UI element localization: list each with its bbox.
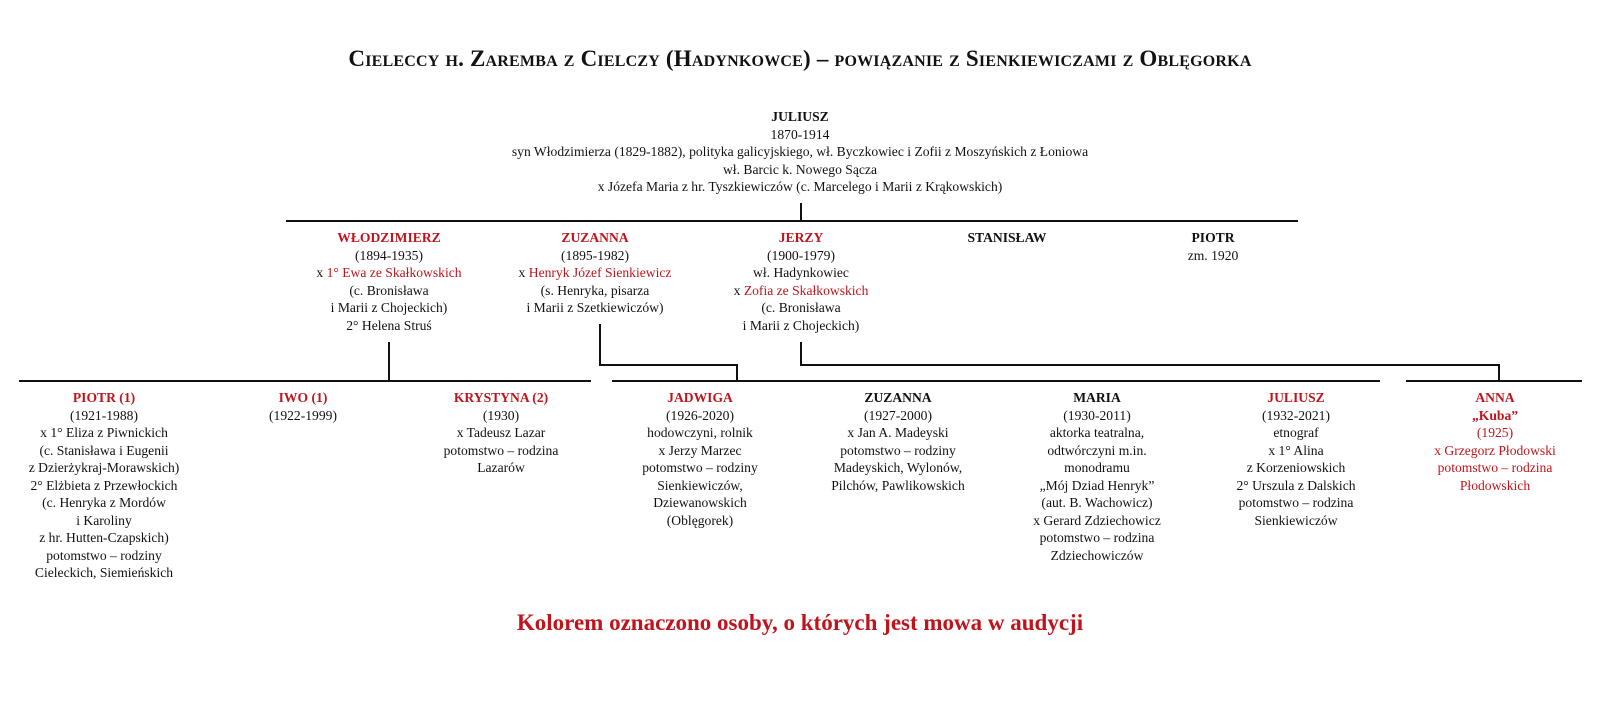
- person-detail: 2° Helena Struś: [346, 317, 432, 333]
- person-detail: i Marii z Szetkiewiczów): [526, 300, 664, 315]
- person-detail: wł. Barcic k. Nowego Sącza: [722, 161, 877, 177]
- person-detail: potomstwo – rodziny: [642, 460, 758, 475]
- person-detail: x 1° Eliza z Piwnickich: [40, 425, 168, 440]
- person-grandchild-zuzanna: [808, 389, 988, 494]
- person-name: STANISŁAW: [967, 230, 1047, 245]
- person-detail: etnograf: [1273, 425, 1319, 440]
- person-detail: x Zofia ze Skałkowskich: [733, 282, 869, 298]
- person-name: KRYSTYNA (2): [453, 390, 549, 405]
- person-detail: (c. Bronisława: [761, 300, 841, 315]
- person-name: JERZY: [778, 230, 824, 245]
- person-detail: potomstwo – rodzina: [443, 442, 559, 458]
- person-detail: 1870-1914: [770, 126, 830, 142]
- person-detail: i Marii z Chojeckich): [742, 317, 860, 333]
- person-detail: z hr. Hutten-Czapskich): [39, 530, 169, 545]
- page-title: Cieleccy h. Zaremba z Cielczy (Hadynkowce) – powiązanie z Sienkiewiczami z Oblęgorka: [348, 46, 1252, 71]
- person-detail: (1895-1982): [561, 247, 629, 263]
- person-name: JULIUSZ: [771, 109, 829, 124]
- person-detail: potomstwo – rodziny: [840, 442, 956, 458]
- person-detail: 2° Elżbieta z Przewłockich: [30, 477, 178, 493]
- person-detail: (1900-1979): [767, 247, 835, 263]
- person-detail: z Korzeniowskich: [1246, 460, 1346, 475]
- person-detail: x 1° Ewa ze Skałkowskich: [316, 265, 462, 280]
- person-detail: syn Włodzimierza (1829-1882), polityka galicyjskiego, wł. Byczkowiec i Zofii z Moszyńskich z Łoniowa: [511, 144, 1089, 159]
- person-child-piotr: [1133, 229, 1293, 264]
- person-detail: i Karoliny: [76, 512, 132, 528]
- person-root-juliusz: [400, 108, 1200, 196]
- spouse-highlight: Henryk Józef Sienkiewicz: [528, 265, 672, 280]
- person-detail: x Jan A. Madeyski: [847, 425, 949, 440]
- person-detail: Płodowskich: [1459, 477, 1531, 493]
- person-detail: potomstwo – rodzina: [1437, 460, 1553, 475]
- person-grandchild-anna: [1400, 389, 1590, 494]
- spouse-highlight: 1° Ewa ze Skałkowskich: [326, 265, 462, 280]
- person-name: PIOTR: [1191, 230, 1235, 245]
- person-nickname: „Kuba”: [1471, 407, 1519, 423]
- person-detail: aktorka teatralna,: [1049, 425, 1145, 440]
- person-name: ZUZANNA: [561, 230, 629, 245]
- person-detail: potomstwo – rodzina: [1238, 495, 1354, 510]
- person-detail: monodramu: [1064, 460, 1130, 475]
- person-detail: (Oblęgorek): [666, 512, 734, 528]
- person-detail: odtwórczyni m.in.: [1047, 442, 1147, 458]
- person-detail: Lazarów: [477, 460, 525, 475]
- person-detail: wł. Hadynkowiec: [753, 265, 849, 280]
- person-detail: „Mój Dziad Henryk”: [1039, 477, 1155, 493]
- person-detail: Cieleckich, Siemieńskich: [34, 565, 174, 580]
- person-name: JULIUSZ: [1267, 390, 1325, 405]
- person-detail: (1932-2021): [1262, 407, 1330, 423]
- person-grandchild-juliusz: [1206, 389, 1386, 529]
- person-detail: x Gerard Zdziechowicz: [1033, 512, 1161, 528]
- person-detail: Sienkiewiczów: [1254, 512, 1338, 528]
- person-grandchild-iwo: [233, 389, 373, 424]
- person-detail: (1926-2020): [666, 407, 734, 423]
- person-detail: x Tadeusz Lazar: [456, 425, 546, 440]
- person-detail: x 1° Alina: [1268, 442, 1324, 458]
- person-grandchild-krystyna: [421, 389, 581, 477]
- person-detail: (c. Bronisława: [349, 282, 429, 298]
- person-detail: potomstwo – rodziny: [46, 547, 162, 563]
- person-detail: x Józefa Maria z hr. Tyszkiewiczów (c. Marcelego i Marii z Krąkowskich): [597, 179, 1003, 194]
- legend-note: Kolorem oznaczono osoby, o których jest mowa w audycji: [516, 610, 1084, 635]
- person-detail: hodowczyni, rolnik: [647, 425, 753, 440]
- person-detail: (1922-1999): [269, 407, 337, 423]
- person-grandchild-jadwiga: [620, 389, 780, 529]
- person-detail: zm. 1920: [1187, 247, 1239, 263]
- person-detail: (aut. B. Wachowicz): [1041, 495, 1153, 510]
- person-name: MARIA: [1073, 390, 1121, 405]
- person-detail: (c. Stanisława i Eugenii: [39, 442, 169, 458]
- person-name: JADWIGA: [667, 390, 733, 405]
- person-child-stanislaw: [927, 229, 1087, 247]
- person-detail: Sienkiewiczów,: [657, 477, 743, 493]
- person-detail: potomstwo – rodzina: [1039, 530, 1155, 545]
- person-grandchild-piotr: [4, 389, 204, 582]
- person-detail: (s. Henryka, pisarza: [540, 282, 650, 298]
- person-detail: x Henryk Józef Sienkiewicz: [518, 265, 672, 280]
- person-detail: (1930-2011): [1063, 407, 1131, 423]
- person-detail: Zdziechowiczów: [1050, 547, 1144, 563]
- person-child-jerzy: [701, 229, 901, 334]
- person-child-zuzanna: [490, 229, 700, 317]
- person-detail: (1930): [482, 407, 520, 423]
- person-detail: (1925): [1476, 425, 1514, 440]
- person-name: WŁODZIMIERZ: [337, 230, 441, 245]
- person-child-wlodzimierz: [289, 229, 489, 334]
- person-detail: Dziewanowskich: [653, 495, 747, 510]
- person-name: ZUZANNA: [864, 390, 932, 405]
- person-name: ANNA: [1475, 390, 1515, 405]
- spouse-highlight: Zofia ze Skałkowskich: [743, 282, 869, 298]
- person-detail: (1894-1935): [355, 247, 423, 263]
- person-detail: (c. Henryka z Mordów: [42, 495, 166, 510]
- person-detail: 2° Urszula z Dalskich: [1236, 477, 1356, 493]
- person-detail: Pilchów, Pawlikowskich: [831, 477, 965, 493]
- person-grandchild-maria: [1007, 389, 1187, 564]
- person-detail: z Dzierżykraj-Morawskich): [28, 460, 180, 475]
- person-name: IWO (1): [278, 390, 328, 405]
- person-name: PIOTR (1): [72, 390, 136, 405]
- person-detail: (1927-2000): [864, 407, 932, 423]
- person-detail: x Grzegorz Płodowski: [1434, 442, 1556, 458]
- person-detail: i Marii z Chojeckich): [330, 300, 448, 315]
- person-detail: Madeyskich, Wylonów,: [833, 460, 963, 475]
- person-detail: (1921-1988): [70, 407, 138, 423]
- person-detail: x Jerzy Marzec: [658, 442, 742, 458]
